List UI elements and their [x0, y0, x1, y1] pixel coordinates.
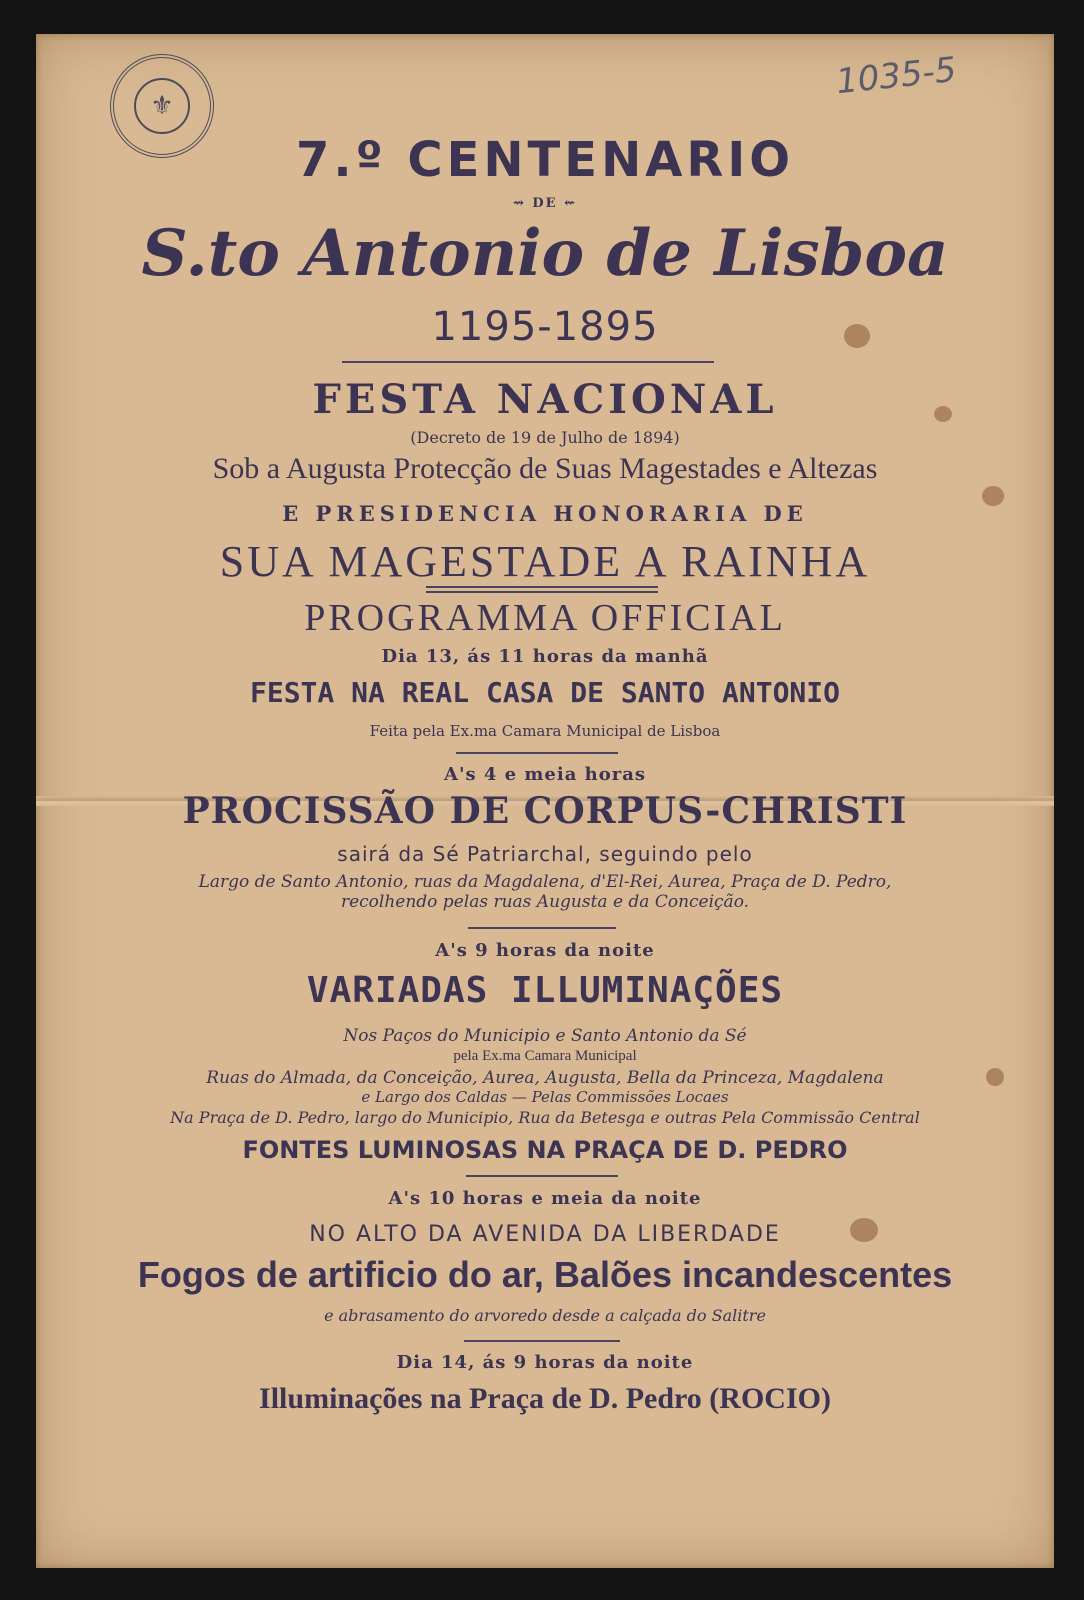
- coat-of-arms-icon: ⚜: [134, 78, 190, 134]
- event-time: A's 10 horas e meia da noite: [388, 1188, 702, 1209]
- event-detail: Nos Paços do Municipio e Santo Antonio da Sé: [343, 1026, 747, 1046]
- event-detail: Ruas do Almada, da Conceição, Aurea, Augusta, Bella da Princeza, Magdalena: [206, 1068, 884, 1088]
- divider: [426, 586, 658, 588]
- event-detail: recolhendo pelas ruas Augusta e da Conceição.: [340, 892, 750, 912]
- event-title: FESTA NA REAL CASA DE SANTO ANTONIO: [249, 676, 840, 709]
- event-time: A's 4 e meia horas: [443, 764, 647, 785]
- event-detail: sairá da Sé Patriarchal, seguindo pelo: [337, 842, 753, 866]
- event-detail: Largo de Santo Antonio, ruas da Magdalena, d'El-Rei, Aurea, Praça de D. Pedro,: [198, 872, 892, 892]
- event-time: A's 9 horas da noite: [435, 940, 655, 961]
- years: 1195-1895: [431, 304, 659, 350]
- festa-nacional-title: FESTA NACIONAL: [312, 376, 778, 423]
- divider: [464, 1340, 620, 1342]
- event-detail: e Largo dos Caldas — Pelas Commissões Locaes: [361, 1088, 729, 1106]
- event-title: NO ALTO DA AVENIDA DA LIBERDADE: [309, 1222, 781, 1247]
- event-detail: Feita pela Ex.ma Camara Municipal de Lisboa: [369, 722, 721, 740]
- archive-stamp-text: [114, 98, 210, 114]
- fountains-text: FONTES LUMINOSAS NA PRAÇA DE D. PEDRO: [242, 1136, 848, 1164]
- presidency-text: E PRESIDENCIA HONORARIA DE: [282, 501, 808, 526]
- santo-antonio-title: S.to Antonio de Lisboa: [141, 216, 949, 291]
- divider: [456, 752, 618, 754]
- de-ornament: ⇝ DE ⇜: [512, 196, 578, 211]
- protection-text: Sob a Augusta Protecção de Suas Magestades e Altezas: [212, 452, 878, 485]
- event-subtitle: Fogos de artificio do ar, Balões incandescentes: [137, 1254, 953, 1295]
- programme-title: PROGRAMMA OFFICIAL: [304, 597, 786, 639]
- event-title: Illuminações na Praça de D. Pedro (ROCIO): [259, 1382, 831, 1415]
- decree-text: (Decreto de 19 de Julho de 1894): [410, 428, 680, 447]
- event-title: VARIADAS ILLUMINAÇÕES: [306, 970, 784, 1011]
- event-detail: Na Praça de D. Pedro, largo do Municipio, Rua da Betesga e outras Pela Commissão Central: [170, 1108, 920, 1127]
- poster-sheet: [36, 34, 1054, 1568]
- event-time: Dia 13, ás 11 horas da manhã: [381, 646, 709, 667]
- divider: [342, 361, 714, 363]
- queen-text: SUA MAGESTADE A RAINHA: [219, 537, 871, 586]
- event-detail: e abrasamento do arvoredo desde a calçada do Salitre: [324, 1306, 766, 1325]
- divider: [466, 1175, 618, 1177]
- event-title: PROCISSÃO DE CORPUS-CHRISTI: [182, 790, 908, 832]
- event-detail: pela Ex.ma Camara Municipal: [453, 1048, 637, 1064]
- divider: [468, 927, 616, 929]
- centenario-heading: 7.º CENTENARIO: [295, 132, 795, 188]
- event-time: Dia 14, ás 9 horas da noite: [396, 1352, 694, 1373]
- shelfmark: 1035-5: [834, 49, 959, 103]
- divider: [426, 591, 658, 593]
